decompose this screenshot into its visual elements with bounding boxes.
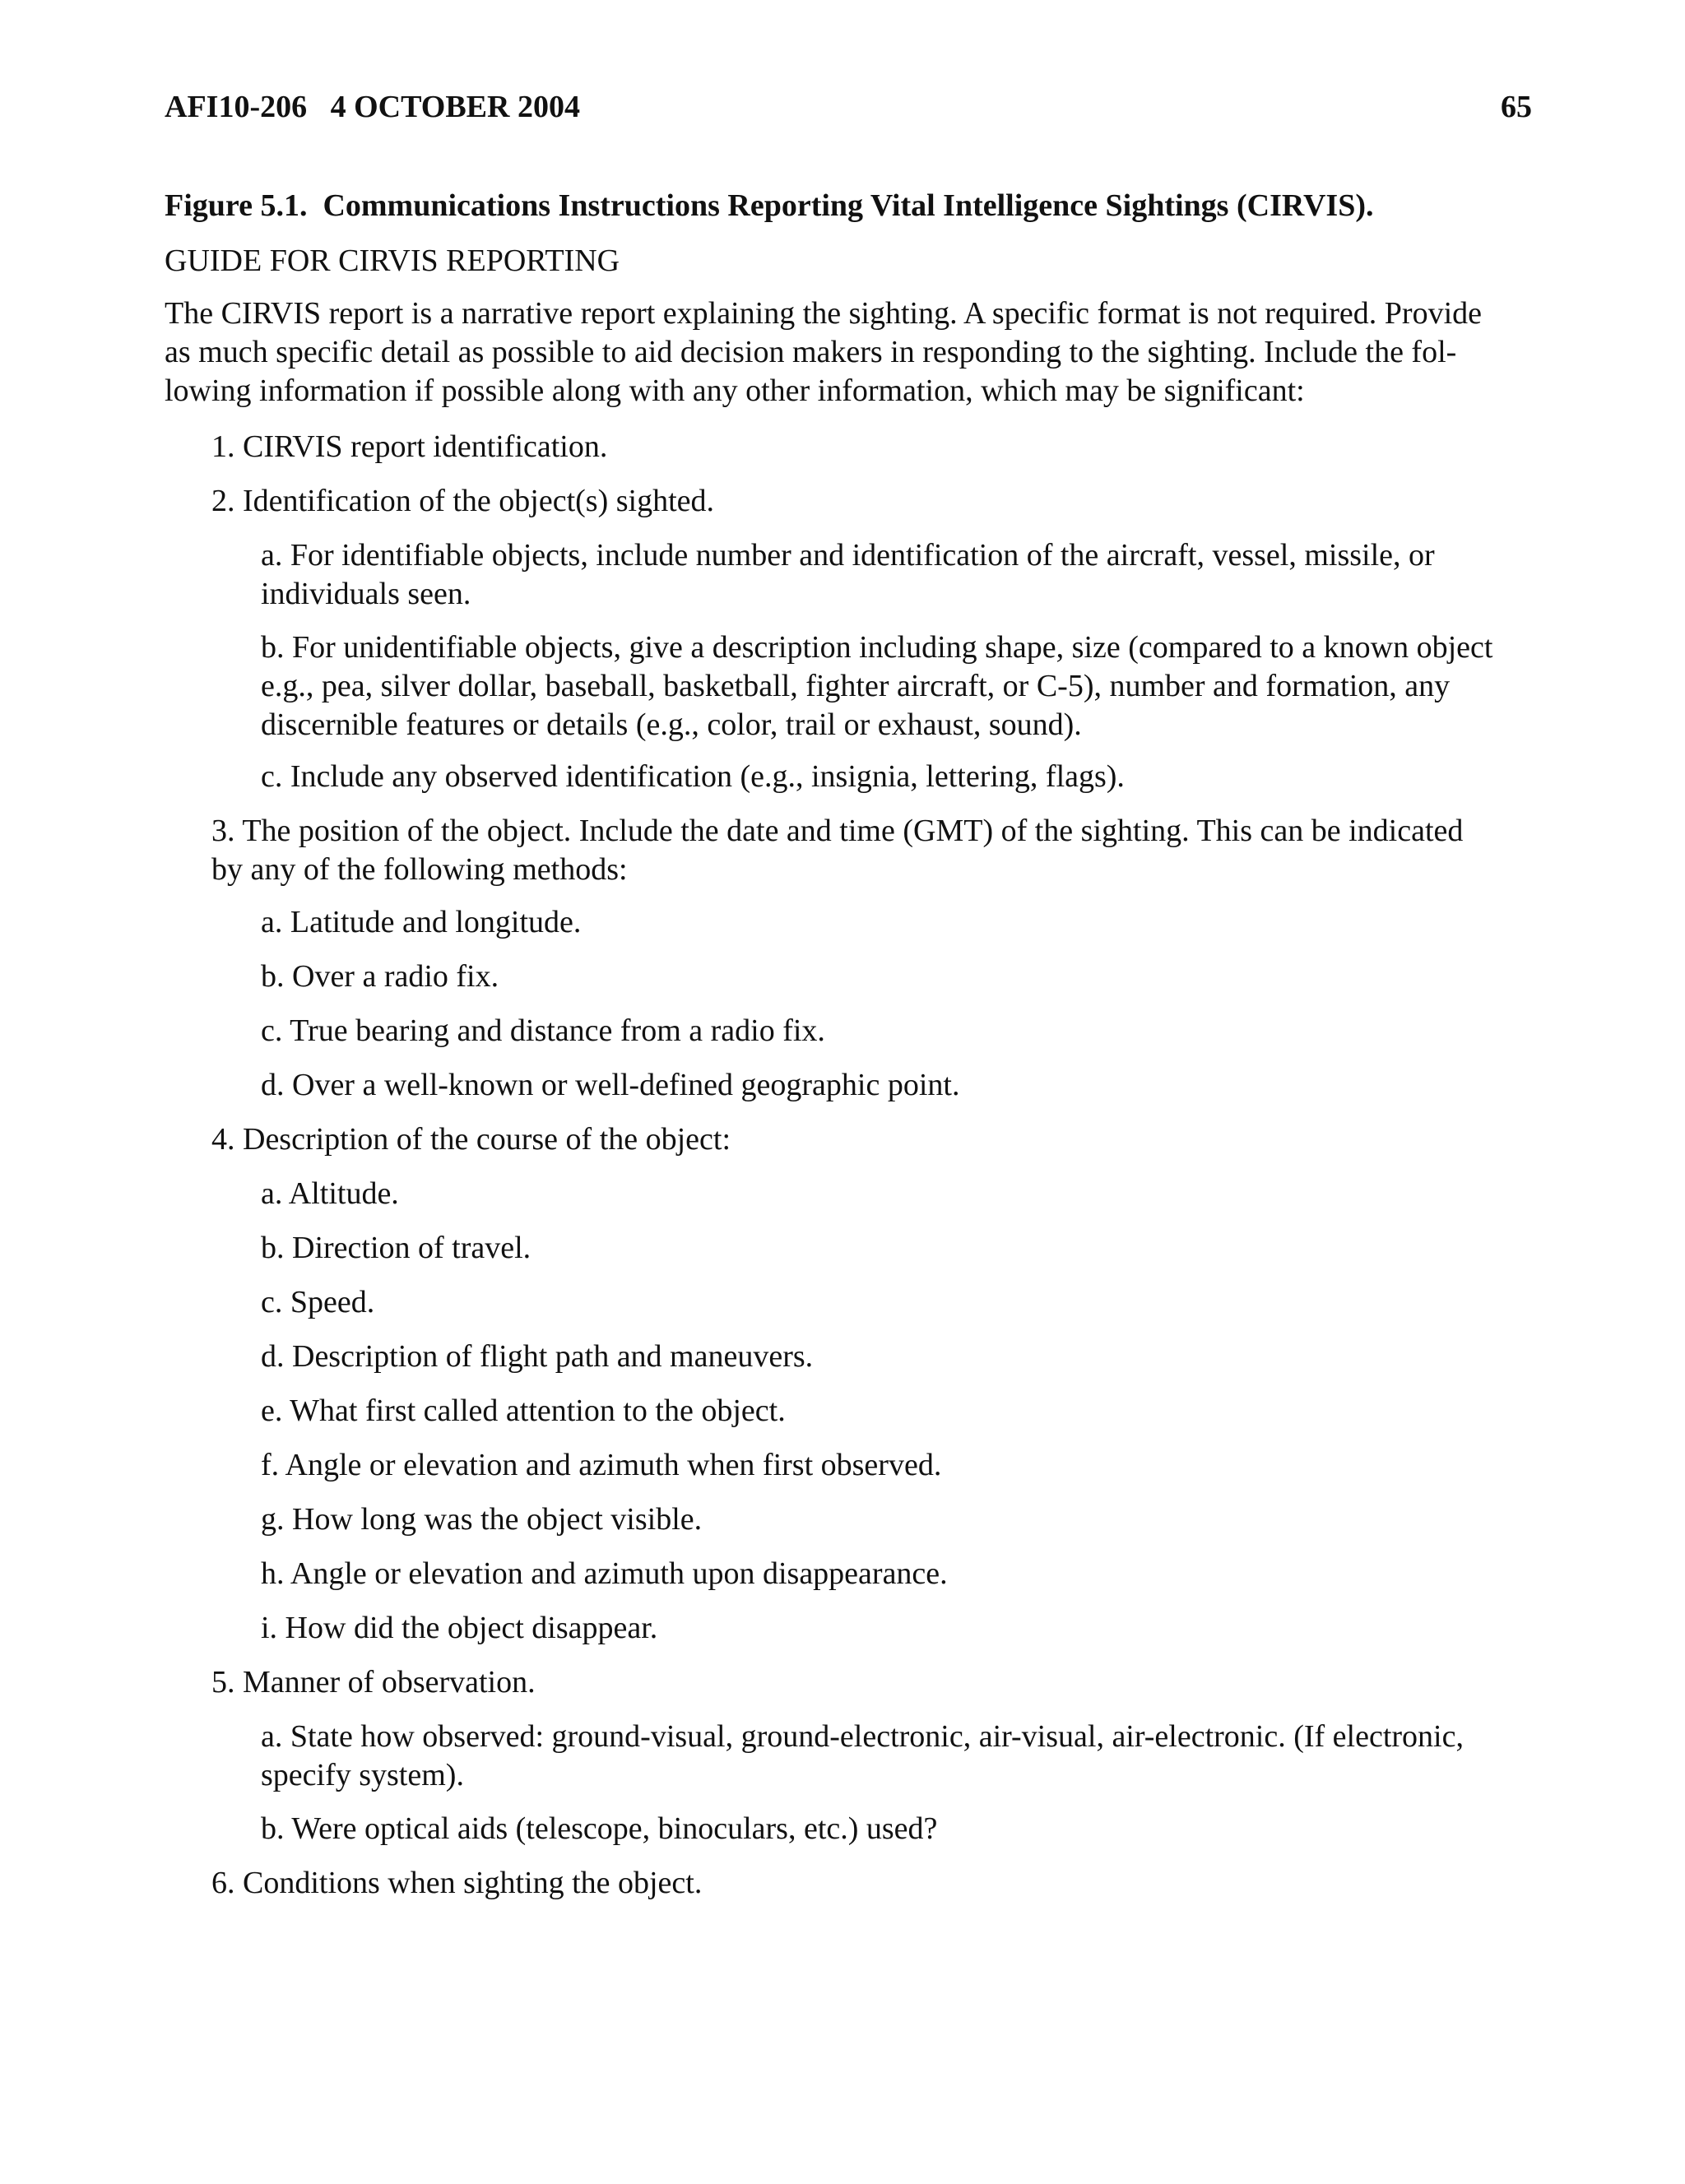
list-item-line: a. For identifiable objects, include number and identification of the aircraft, vessel, missile, or xyxy=(261,538,1435,573)
list-item-line: b. For unidentifiable objects, give a description including shape, size (compared to a known object xyxy=(261,630,1493,665)
list-item-6: 6. Conditions when sighting the object. xyxy=(211,1866,703,1900)
document-id: AFI10-206 4 OCTOBER 2004 xyxy=(165,90,580,124)
list-item-line: specify system). xyxy=(261,1758,464,1792)
list-item-2b xyxy=(261,628,1492,744)
list-item-4d: d. Description of flight path and maneuvers. xyxy=(261,1339,814,1374)
list-item-2: 2. Identification of the object(s) sighted. xyxy=(211,484,714,518)
guide-heading: GUIDE FOR CIRVIS REPORTING xyxy=(165,243,620,278)
list-item-line: individuals seen. xyxy=(261,577,471,611)
list-item-4g: g. How long was the object visible. xyxy=(261,1502,703,1537)
list-item-4i: i. How did the object disappear. xyxy=(261,1611,658,1645)
list-item-line: e.g., pea, silver dollar, baseball, basketball, fighter aircraft, or C-5), number and formation, any xyxy=(261,669,1451,703)
list-item-2a xyxy=(261,536,1435,614)
intro-line: lowing information if possible along with any other information, which may be significant: xyxy=(165,373,1305,408)
intro-line: as much specific detail as possible to aid decision makers in responding to the sighting. Include the fol- xyxy=(165,335,1457,369)
list-item-1: 1. CIRVIS report identification. xyxy=(211,429,608,464)
list-item-line: 3. The position of the object. Include the date and time (GMT) of the sighting. This can be indicated xyxy=(211,814,1464,848)
list-item-3a: a. Latitude and longitude. xyxy=(261,905,582,939)
page-number: 65 xyxy=(1501,90,1532,124)
list-item-4b: b. Direction of travel. xyxy=(261,1231,531,1265)
list-item-5b: b. Were optical aids (telescope, binoculars, etc.) used? xyxy=(261,1811,938,1846)
list-item-3c: c. True bearing and distance from a radio fix. xyxy=(261,1013,825,1048)
intro-line: The CIRVIS report is a narrative report explaining the sighting. A specific format is not required. Provide xyxy=(165,296,1483,331)
list-item-3d: d. Over a well-known or well-defined geographic point. xyxy=(261,1068,960,1102)
list-item-line: a. State how observed: ground-visual, ground-electronic, air-visual, air-electronic. (If electronic, xyxy=(261,1719,1464,1754)
intro-paragraph xyxy=(165,294,1532,410)
list-item-4a: a. Altitude. xyxy=(261,1176,399,1211)
list-item-4f: f. Angle or elevation and azimuth when first observed. xyxy=(261,1448,942,1482)
list-item-4c: c. Speed. xyxy=(261,1285,375,1319)
list-item-3b: b. Over a radio fix. xyxy=(261,959,499,994)
list-item-4h: h. Angle or elevation and azimuth upon disappearance. xyxy=(261,1556,948,1591)
list-item-line: by any of the following methods: xyxy=(211,852,628,887)
list-item-line: discernible features or details (e.g., color, trail or exhaust, sound). xyxy=(261,707,1082,742)
page-header xyxy=(165,86,1532,128)
figure-title: Figure 5.1. Communications Instructions Reporting Vital Intelligence Sightings (CIRVIS). xyxy=(165,188,1374,223)
list-item-5: 5. Manner of observation. xyxy=(211,1665,536,1699)
list-item-4e: e. What first called attention to the object. xyxy=(261,1393,786,1428)
list-item-3 xyxy=(211,812,1463,889)
list-item-4: 4. Description of the course of the object: xyxy=(211,1122,731,1157)
list-item-5a xyxy=(261,1718,1464,1795)
list-item-2c: c. Include any observed identification (e.g., insignia, lettering, flags). xyxy=(261,759,1125,794)
